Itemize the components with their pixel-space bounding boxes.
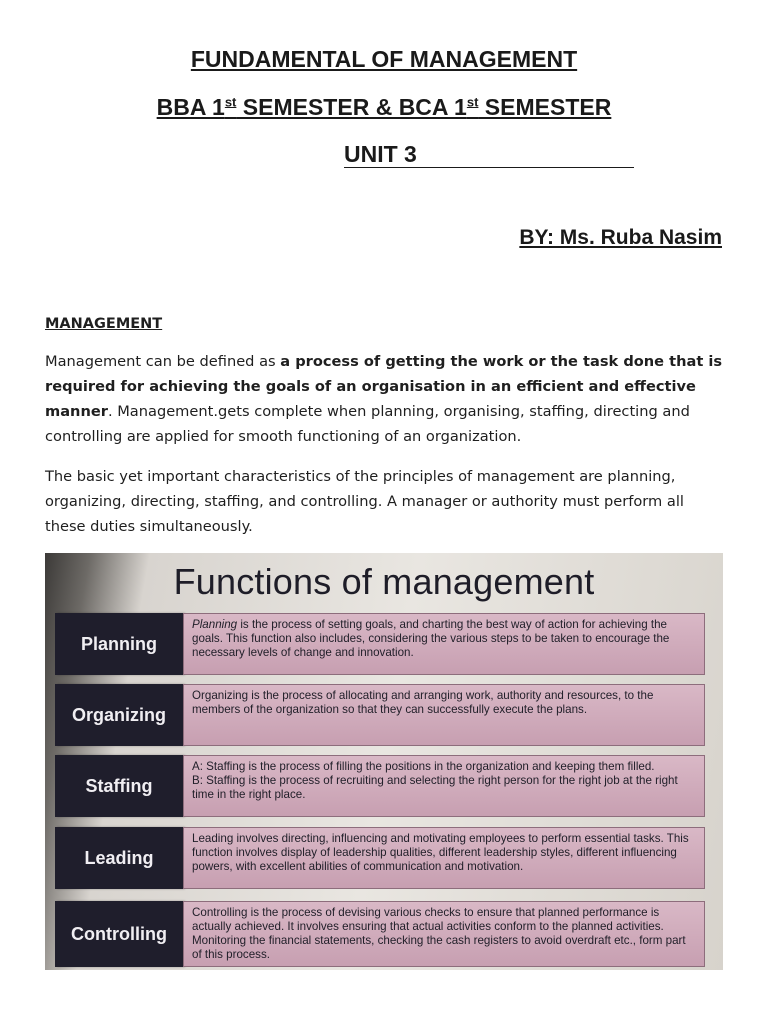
functions-of-management-figure	[45, 553, 723, 970]
function-desc-controlling: Controlling is the process of devising various checks to ensure that planned performance is actually achieved. It involves ensuring that actual activities conform to the planned activities. Monitoring the financial statements, checking the cash registers to avoid overdraft etc., form part of this process.	[183, 901, 705, 967]
function-row-leading	[55, 827, 705, 889]
definition-paragraph: Management can be defined as a process of getting the work or the task done that is required for achieving the goals of an organisation in an efficient and effective manner. Management.gets complete when planning, organising, staffing, directing and controlling are applied for smooth functioning of an organization.	[45, 353, 723, 445]
figure-title: Functions of management	[173, 561, 595, 602]
function-row-staffing	[55, 755, 705, 817]
semester-line: BBA 1st SEMESTER & BCA 1st SEMESTER	[156, 94, 612, 120]
section-heading: MANAGEMENT	[45, 316, 163, 332]
function-desc-staffing: A: Staffing is the process of filling the positions in the organization and keeping them filled. B: Staffing is the process of recruiting and selecting the right person for the right job at the right time in the right place.	[183, 755, 705, 817]
function-label-staffing: Staffing	[55, 755, 183, 817]
function-desc-planning: Planning is the process of setting goals, and charting the best way of action for achieving the goals. This function also includes, considering the various steps to be taken to encourage the necessary levels of change and innovation.	[183, 613, 705, 675]
characteristics-paragraph: The basic yet important characteristics of the principles of management are planning, organizing, directing, staffing, and controlling. A manager or authority must perform all these duties simultaneously.	[45, 468, 684, 535]
function-row-planning	[55, 613, 705, 675]
document-title: FUNDAMENTAL OF MANAGEMENT	[190, 46, 578, 72]
author-line: BY: Ms. Ruba Nasim	[519, 226, 722, 249]
definition-bold: a process of getting the work or the task done that is required for achieving the goals of an organisation in an efficient and effective manner	[45, 353, 723, 420]
function-row-organizing	[55, 684, 705, 746]
function-desc-organizing: Organizing is the process of allocating and arranging work, authority and resources, to the members of the organization so that they can successfully execute the plans.	[183, 684, 705, 746]
function-row-controlling	[55, 901, 705, 967]
function-label-organizing: Organizing	[55, 684, 183, 746]
function-label-leading: Leading	[55, 827, 183, 889]
function-label-planning: Planning	[55, 613, 183, 675]
function-desc-leading: Leading involves directing, influencing and motivating employees to perform essential tasks. This function involves display of leadership qualities, different leadership styles, different influencing powers, with excellent abilities of communication and motivation.	[183, 827, 705, 889]
unit-label: UNIT 3	[344, 142, 634, 168]
function-label-controlling: Controlling	[55, 901, 183, 967]
